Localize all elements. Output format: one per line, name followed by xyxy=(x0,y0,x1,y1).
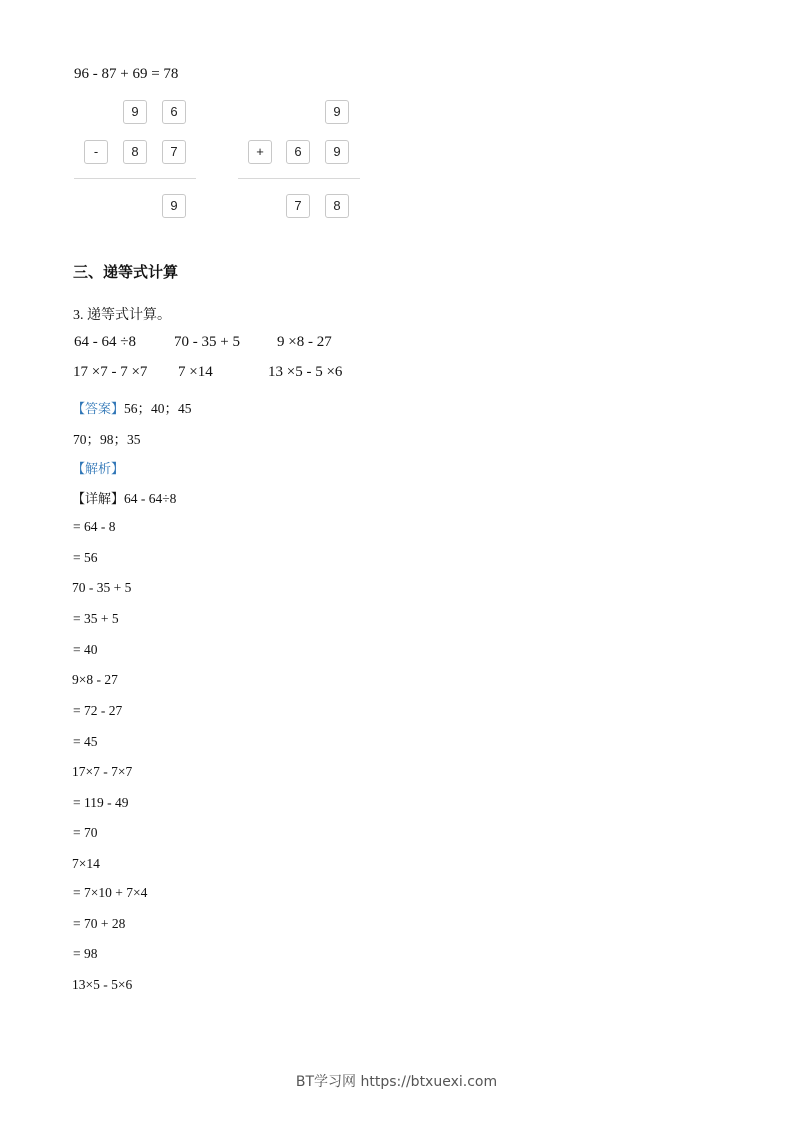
footer-site-link[interactable]: BT学习网 https://btxuexi.com xyxy=(295,1074,498,1090)
solution-step: 70 - 35 + 5 xyxy=(72,580,132,595)
solution-step: 7×14 xyxy=(72,856,100,871)
result-digit-box: 9 xyxy=(162,194,186,218)
digit-box: 9 xyxy=(325,100,349,124)
digit-box: 9 xyxy=(123,100,147,124)
solution-step: = 72 - 27 xyxy=(73,703,123,718)
digit-box: 6 xyxy=(162,100,186,124)
detail-first-expression: 64 - 64÷8 xyxy=(124,491,177,506)
digit-box: 9 xyxy=(325,140,349,164)
solution-step: = 70 xyxy=(73,825,98,840)
expression: 70 - 35 + 5 xyxy=(174,334,240,350)
expression: 9 ×8 - 27 xyxy=(277,334,332,350)
question-text: 3. 递等式计算。 xyxy=(73,308,171,323)
sum-line xyxy=(238,178,360,179)
solution-step: = 119 - 49 xyxy=(73,795,129,810)
solution-step: = 98 xyxy=(73,946,98,961)
detail-label: 【详解】 xyxy=(72,492,125,507)
top-equation: 96 - 87 + 69 = 78 xyxy=(74,66,179,82)
solution-step: = 70 + 28 xyxy=(73,916,126,931)
solution-step: = 64 - 8 xyxy=(73,519,116,534)
answer-line xyxy=(72,397,192,418)
expression: 17 ×7 - 7 ×7 xyxy=(73,364,148,380)
digit-box: 6 xyxy=(286,140,310,164)
result-digit-box: 8 xyxy=(325,194,349,218)
digit-box: 7 xyxy=(162,140,186,164)
expression: 7 ×14 xyxy=(178,364,213,380)
solution-step: 17×7 - 7×7 xyxy=(72,764,133,779)
operator-box: - xyxy=(84,140,108,164)
solution-step: = 56 xyxy=(73,550,98,565)
solution-step: = 7×10 + 7×4 xyxy=(73,885,148,900)
solution-step: = 35 + 5 xyxy=(73,611,119,626)
result-digit-box: 7 xyxy=(286,194,310,218)
operator-box: + xyxy=(248,140,272,164)
analysis-label: 【解析】 xyxy=(72,462,125,477)
answer-values-2: 70；98；35 xyxy=(73,432,141,447)
expression: 13 ×5 - 5 ×6 xyxy=(268,364,343,380)
solution-step: 13×5 - 5×6 xyxy=(72,977,133,992)
answer-values: 56；40；45 xyxy=(124,401,192,416)
solution-step: = 40 xyxy=(73,642,98,657)
solution-step: 9×8 - 27 xyxy=(72,672,118,687)
digit-box: 8 xyxy=(123,140,147,164)
sum-line xyxy=(74,178,196,179)
section-heading: 三、递等式计算 xyxy=(73,263,179,281)
answer-label: 【答案】 xyxy=(72,402,125,417)
solution-step: = 45 xyxy=(73,734,98,749)
detail-line xyxy=(72,488,176,508)
expression: 64 - 64 ÷8 xyxy=(74,334,136,350)
